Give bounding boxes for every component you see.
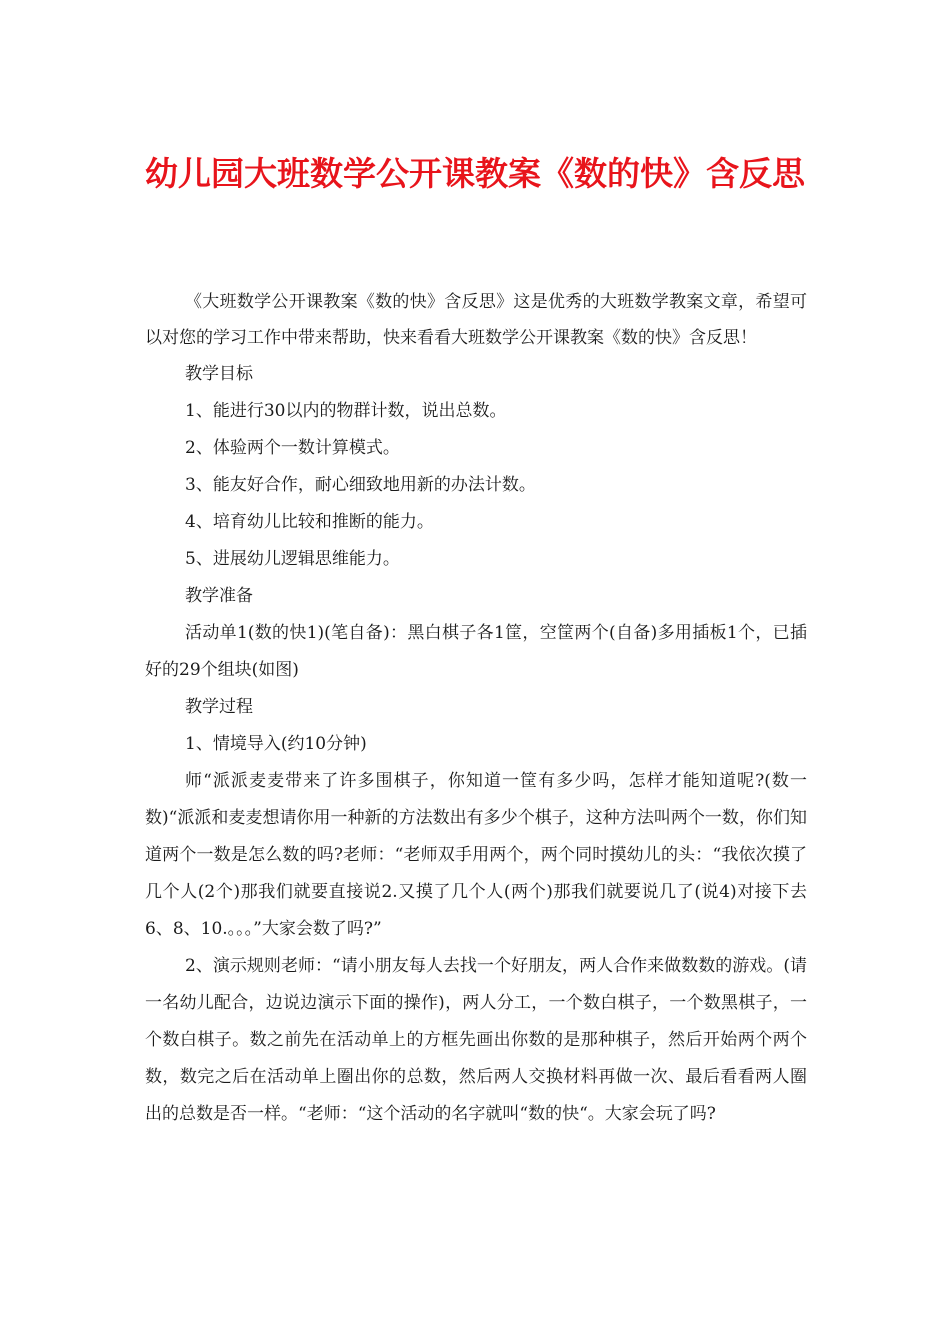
process-paragraph: 师“派派麦麦带来了许多围棋子，你知道一筐有多少吗，怎样才能知道呢?(数一数)“派派和麦麦想请你用一种新的方法数出有多少个棋子，这种方法叫两个一数，你们知道两个一数是怎么数的吗?老师：“老师双手用两个，两个同时摸幼儿的头：“我依次摸了几个人(2个)那我们就要直接说2.又摸了几个人(两个)那我们就要说几了(说4)对接下去6、8、10.。。。”大家会数了吗?” [145,771,807,939]
preparation-paragraph: 活动单1(数的快1)(笔自备)：黑白棋子各1筐，空筐两个(自备)多用插板1个，已插好的29个组块(如图) [145,623,807,680]
section-heading-process: 教学过程 [185,697,253,717]
process-step-heading: 1、情境导入(约10分钟) [185,734,367,754]
section-heading-preparation: 教学准备 [185,586,253,606]
goal-item: 4、培育幼儿比较和推断的能力。 [185,512,434,532]
goal-item: 5、进展幼儿逻辑思维能力。 [185,549,400,569]
section-heading-goals: 教学目标 [185,364,253,384]
document-title: 幼儿园大班数学公开课教案《数的快》含反思 [145,154,805,193]
goal-item: 1、能进行30以内的物群计数，说出总数。 [185,401,507,421]
intro-paragraph: 《大班数学公开课教案《数的快》含反思》这是优秀的大班数学教案文章，希望可以对您的学习工作中带来帮助，快来看看大班数学公开课教案《数的快》含反思！ [145,292,807,348]
goal-item: 3、能友好合作，耐心细致地用新的办法计数。 [185,475,536,495]
goal-item: 2、体验两个一数计算模式。 [185,438,400,458]
process-paragraph: 2、演示规则老师：“请小朋友每人去找一个好朋友，两人合作来做数数的游戏。(请一名幼儿配合，边说边演示下面的操作)，两人分工，一个数白棋子，一个数黑棋子，一个数白棋子。数之前先在活动单上的方框先画出你数的是那种棋子，然后开始两个两个数，数完之后在活动单上圈出你的总数，然后两人交换材料再做一次、最后看看两人圈出的总数是否一样。“老师：“这个活动的名字就叫“数的快“。大家会玩了吗? [145,956,807,1124]
document-body [145,284,807,1133]
